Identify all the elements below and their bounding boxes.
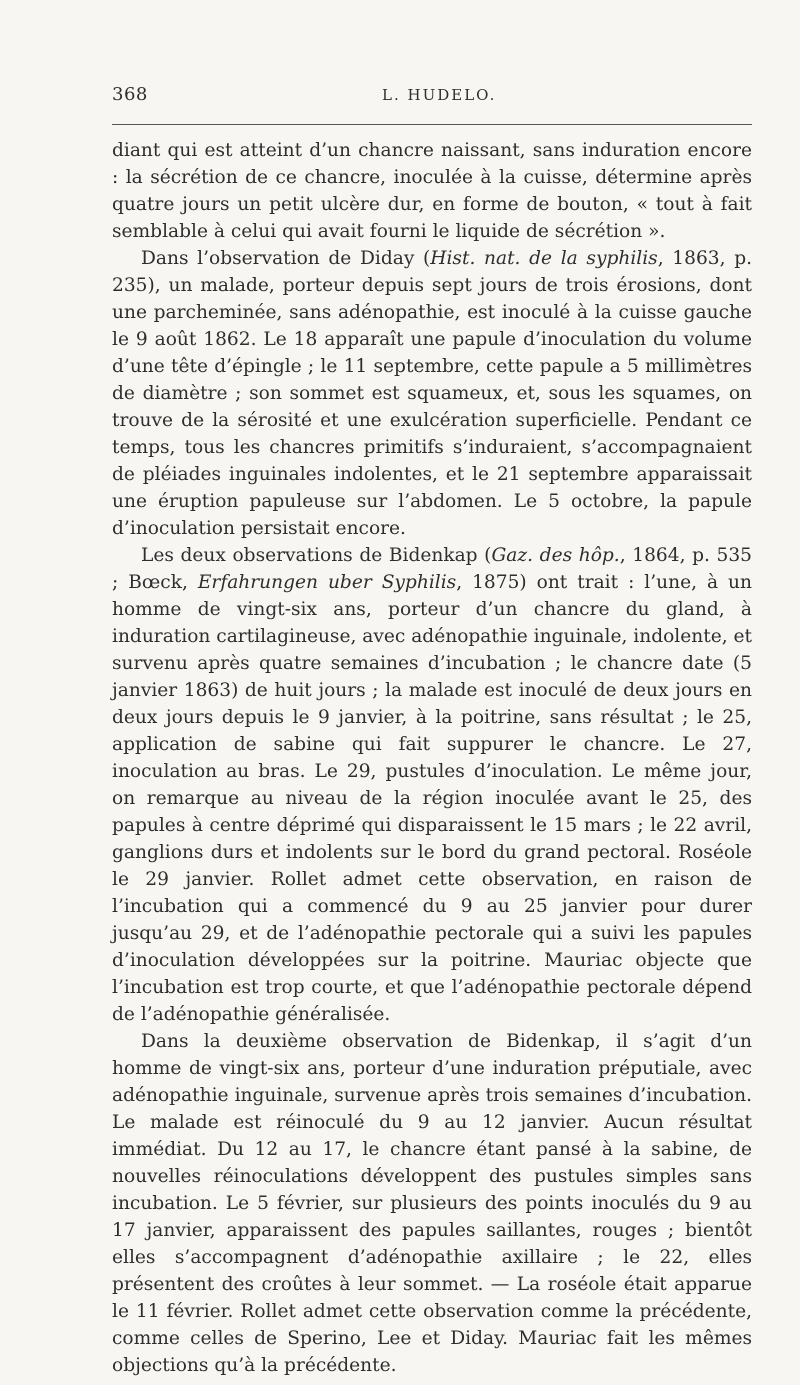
header-rule [112,124,752,125]
text-run: , 1864, p. 535 ; Bœck, [112,545,752,593]
text-run: Dans la deuxième observation de Bidenkap, il s’agit d’un homme de vingt-six ans, porteur d’une induration préputiale, avec adénopathie inguinale, survenue après trois semaines d’incubation. Le malade est réinoculé du 9 au 12 janvier. Aucun résultat immédiat. Du 12 au 17, le chancre étant pansé à la sabine, de nouvelles réinoculations développent des pustules simples sans incubation. Le 5 février, sur plusieurs des points inoculés du 9 au 17 janvier, apparaissent des papules saillantes, rouges ; bientôt elles s’accompagnent d’adénopathie axillaire ; le 22, elles présentent des croûtes à leur sommet. — La roséole était apparue le 11 février. Rollet admet cette observation comme la précédente, comme celles de Sperino, Lee et Diday. Mauriac fait les mêmes objections qu’à la précédente. [112,1031,752,1376]
citation-title: Erfahrungen uber Syphilis [197,572,457,593]
page-header [112,84,752,114]
paragraph-3 [112,542,752,1028]
text-run: diant qui est atteint d’un chancre naissant, sans induration encore : la sécrétion de ce chancre, inoculée à la cuisse, détermine après quatre jours un petit ulcère dur, en forme de bouton, « tout à fait semblable à celui qui avait fourni le liquide de sécrétion ». [112,140,752,242]
text-run: Dans l’observation de Diday ( [141,248,431,269]
page-number: 368 [112,84,148,105]
citation-title: Hist. nat. de la syphilis [430,248,658,269]
paragraph-1 [112,137,752,245]
paragraph-4 [112,1028,752,1379]
body-text [112,137,752,1379]
text-run: Les deux observations de Bidenkap ( [141,545,492,566]
text-run: , 1875) ont trait : l’une, à un homme de vingt-six ans, porteur d’un chancre du gland, à induration cartilagineuse, avec adénopathie inguinale, indolente, et survenu après quatre semaines d’incubation ; le chancre date (5 janvier 1863) de huit jours ; la malade est inoculé de deux jours en deux jours depuis le 9 janvier, à la poitrine, sans résultat ; le 25, application de sabine qui fait suppurer le chancre. Le 27, inoculation au bras. Le 29, pustules d’inoculation. Le même jour, on remarque au niveau de la région inoculée avant le 25, des papules à centre déprimé qui disparaissent le 15 mars ; le 22 avril, ganglions durs et indolents sur le bord du grand pectoral. Roséole le 29 janvier. Rollet admet cette observation, en raison de l’incubation qui a commencé du 9 au 25 janvier pour durer jusqu’au 29, et de l’adénopathie pectorale qui a suivi les papules d’inoculation développées sur la poitrine. Mauriac objecte que l’incubation est trop courte, et que l’adénopathie pectorale dépend de l’adénopathie généralisée. [112,572,753,1025]
running-head: L. HUDELO. [382,86,497,104]
citation-title: Gaz. des hôp. [491,545,620,566]
text-run: , 1863, p. 235), un malade, porteur depuis sept jours de trois érosions, dont une parcheminée, sans adénopathie, est inoculé à la cuisse gauche le 9 août 1862. Le 18 apparaît une papule d’inoculation du volume d’une tête d’épingle ; le 11 septembre, cette papule a 5 millimètres de diamètre ; son sommet est squameux, et, sous les squames, on trouve de la sérosité et une exulcération superficielle. Pendant ce temps, tous les chancres primitifs s’induraient, s’accompagnaient de pléiades inguinales indolentes, et le 21 septembre apparaissait une éruption papuleuse sur l’abdomen. Le 5 octobre, la papule d’inoculation persistait encore. [112,248,753,539]
paragraph-2 [112,245,752,542]
